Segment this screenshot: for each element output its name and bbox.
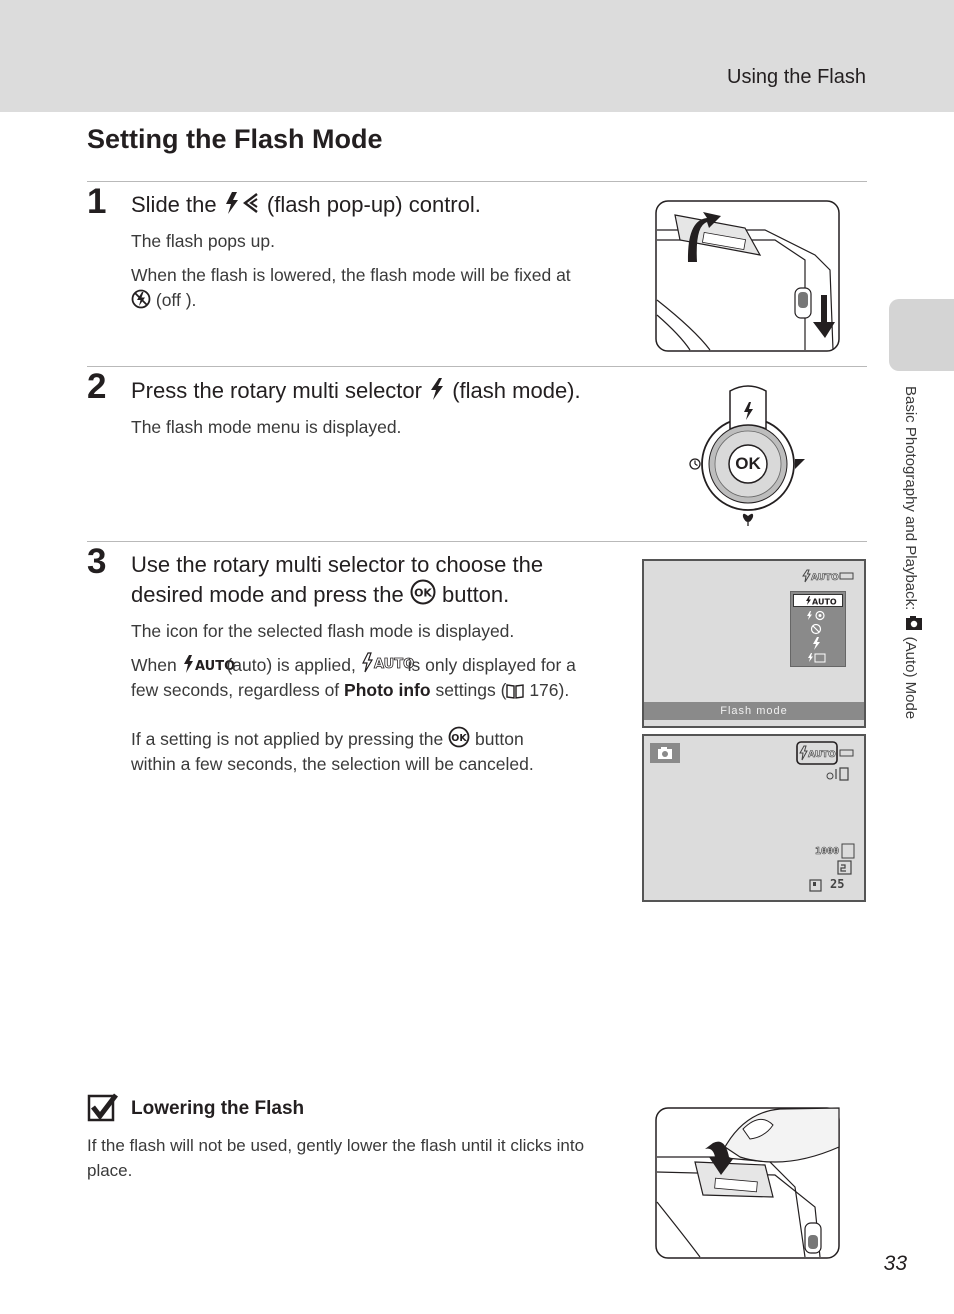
page-number: 33 — [883, 1252, 907, 1275]
step-3-para-2-e: settings ( — [435, 680, 507, 700]
step-1-heading — [131, 190, 481, 219]
step-3-para-3-b: button — [475, 729, 524, 749]
step-3-para-1: The icon for the selected flash mode is displayed. — [131, 621, 515, 641]
step-3-heading — [131, 550, 543, 609]
flash-auto-icon — [182, 654, 235, 674]
step-3-para-2-c: is only displayed for a — [407, 655, 576, 675]
ok-button-icon — [410, 579, 436, 605]
flash-popup-illustration — [655, 200, 840, 352]
step-2-rule — [87, 366, 867, 367]
step-2-heading-pre: Press the rotary multi selector — [131, 378, 422, 403]
note-title: Lowering the Flash — [131, 1098, 305, 1119]
step-3-para-2-b: (auto) is applied, — [226, 655, 356, 675]
step-3-heading-line1: Use the rotary multi selector to choose the — [131, 552, 544, 577]
flash-mode-footer: Flash mode — [644, 702, 864, 720]
step-3-para-3 — [131, 726, 631, 777]
svg-text:OK: OK — [451, 733, 467, 744]
step-2-heading — [131, 376, 581, 405]
chapter-title — [893, 386, 923, 719]
svg-text:OK: OK — [413, 586, 432, 600]
svg-text:AUTO: AUTO — [808, 750, 836, 760]
flash-off-icon — [131, 289, 151, 309]
flash-mode-options — [791, 592, 847, 668]
svg-text:AUTO: AUTO — [194, 659, 235, 674]
step-1-para-3: (off ). — [155, 290, 197, 310]
step-2-heading-post: (flash mode). — [452, 378, 581, 403]
remaining-exposures: 25 — [830, 877, 845, 891]
step-1-heading-post: (flash pop-up) control. — [266, 192, 481, 217]
step-3-para-3-c: within a few seconds, the selection will be canceled. — [131, 754, 534, 774]
image-mode-icon — [814, 842, 856, 860]
step-3-number: 3 — [87, 542, 107, 581]
flash-popup-icon — [223, 191, 261, 215]
step-3-para-2-d: few seconds, regardless of — [131, 680, 340, 700]
step-1-number: 1 — [87, 182, 107, 221]
step-1-para-1: The flash pops up. — [131, 231, 275, 251]
step-3-para-2 — [131, 652, 631, 703]
step-3-rule — [87, 541, 867, 542]
svg-text:1000: 1000 — [815, 846, 840, 857]
note-text: If the flash will not be used, gently lower the flash until it clicks into place. — [87, 1136, 585, 1180]
svg-text:AUTO: AUTO — [812, 597, 837, 607]
step-3-para-2-a: When — [131, 655, 177, 675]
internal-memory-icon — [808, 879, 824, 893]
step-1-rule — [87, 181, 867, 182]
ok-label: OK — [735, 454, 761, 473]
photo-info-label: Photo info — [344, 680, 431, 700]
image-quality-icon — [836, 860, 854, 876]
book-reference-icon — [506, 683, 524, 699]
step-1-heading-pre: Slide the — [131, 192, 217, 217]
step-1-para-2 — [131, 263, 631, 313]
lcd-shooting-screen — [642, 734, 866, 902]
flash-auto-outline-icon — [361, 652, 414, 674]
step-1-para-2-text: When the flash is lowered, the flash mode will be fixed at — [131, 265, 571, 285]
chapter-tab — [889, 299, 954, 371]
vibration-reduction-icon — [824, 766, 854, 782]
page-title: Setting the Flash Mode — [87, 124, 383, 154]
step-3-para-3-a: If a setting is not applied by pressing the — [131, 729, 444, 749]
lowering-flash-illustration — [655, 1107, 840, 1259]
step-2-para-1: The flash mode menu is displayed. — [131, 417, 402, 437]
chapter-title-mode: (Auto) Mode — [902, 636, 920, 720]
step-3-para-2-ref: 176). — [529, 680, 570, 700]
checkmark-note-icon — [88, 1094, 118, 1122]
auto-mode-camera-icon — [650, 743, 680, 763]
flash-auto-selected-icon — [796, 741, 856, 765]
svg-text:AUTO: AUTO — [373, 657, 414, 672]
step-2-number: 2 — [87, 367, 107, 406]
step-3-heading-line2-pre: desired mode and press the — [131, 582, 404, 607]
flash-mode-list — [790, 591, 846, 667]
header-band — [0, 0, 954, 112]
svg-text:AUTO: AUTO — [811, 573, 839, 583]
flash-auto-status-icon — [802, 569, 856, 583]
chapter-title-text: Basic Photography and Playback: — [902, 386, 920, 611]
ok-button-small-icon — [448, 726, 470, 748]
lcd-flash-mode-menu — [642, 559, 866, 728]
step-3-heading-line2-post: button. — [441, 582, 510, 607]
flash-icon — [428, 377, 446, 401]
auto-mode-icon — [905, 614, 923, 632]
section-label: Using the Flash — [727, 66, 866, 88]
